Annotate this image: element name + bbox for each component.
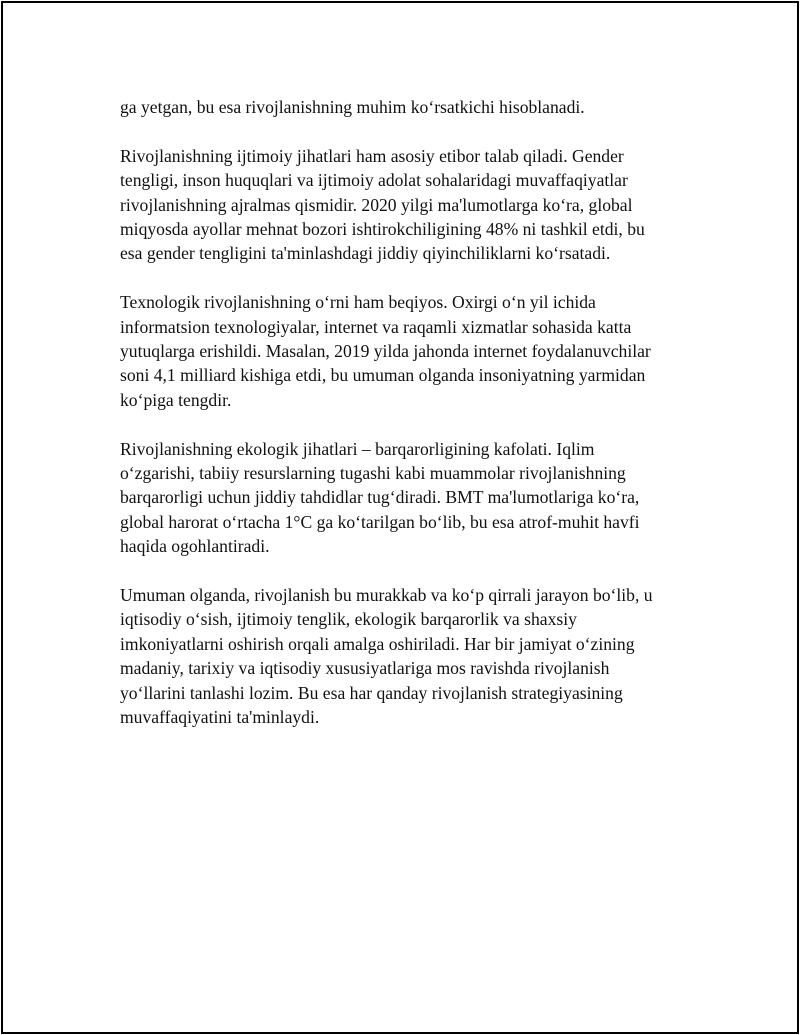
- text-line: imkoniyatlarni oshirish orqali amalga oshiriladi. Har bir jamiyat o‘zining: [120, 633, 635, 654]
- text-line: haqida ogohlantiradi.: [120, 536, 270, 557]
- paragraph-1: [120, 95, 682, 119]
- text-line: Texnologik rivojlanishning o‘rni ham beqiyos. Oxirgi o‘n yil ichida: [120, 292, 596, 313]
- paragraph-3: [120, 290, 682, 412]
- text-line: barqarorligi uchun jiddiy tahdidlar tug‘diradi. BMT ma'lumotlariga ko‘ra,: [120, 487, 640, 508]
- paragraph-5: [120, 583, 682, 729]
- text-line: miqyosda ayollar mehnat bozori ishtirokchiligining 48% ni tashkil etdi, bu: [120, 219, 645, 240]
- text-line: yo‘llarini tanlashi lozim. Bu esa har qanday rivojlanish strategiyasining: [120, 682, 623, 703]
- text-line: madaniy, tarixiy va iqtisodiy xususiyatlariga mos ravishda rivojlanish: [120, 658, 610, 679]
- text-line: soni 4,1 milliard kishiga etdi, bu umuman olganda insoniyatning yarmidan: [120, 365, 646, 386]
- text-line: Umuman olganda, rivojlanish bu murakkab va ko‘p qirrali jarayon bo‘lib, u: [120, 585, 653, 606]
- text-line: Rivojlanishning ijtimoiy jihatlari ham asosiy etibor talab qiladi. Gender: [120, 145, 624, 166]
- text-line: iqtisodiy o‘sish, ijtimoiy tenglik, ekologik barqarorlik va shaxsiy: [120, 609, 577, 630]
- text-line: tengligi, inson huquqlari va ijtimoiy adolat sohalaridagi muvaffaqiyatlar: [120, 170, 628, 191]
- text-line: muvaffaqiyatini ta'minlaydi.: [120, 707, 320, 728]
- paragraph-2: [120, 144, 682, 266]
- paragraph-4: [120, 437, 682, 559]
- document-page: [1, 1, 799, 1034]
- text-line: ko‘piga tengdir.: [120, 389, 232, 410]
- text-line: informatsion texnologiyalar, internet va raqamli xizmatlar sohasida katta: [120, 316, 632, 337]
- document-body: [120, 95, 682, 754]
- text-line: rivojlanishning ajralmas qismidir. 2020 yilgi ma'lumotlarga ko‘ra, global: [120, 194, 633, 215]
- text-line: yutuqlarga erishildi. Masalan, 2019 yilda jahonda internet foydalanuvchilar: [120, 341, 651, 362]
- text-line: esa gender tengligini ta'minlashdagi jiddiy qiyinchiliklarni ko‘rsatadi.: [120, 243, 611, 264]
- text-line: Rivojlanishning ekologik jihatlari – barqarorligining kafolati. Iqlim: [120, 438, 595, 459]
- text-line: ga yetgan, bu esa rivojlanishning muhim ko‘rsatkichi hisoblanadi.: [120, 97, 585, 117]
- text-line: o‘zgarishi, tabiiy resurslarning tugashi kabi muammolar rivojlanishning: [120, 463, 626, 484]
- text-line: global harorat o‘rtacha 1°C ga ko‘tarilgan bo‘lib, bu esa atrof-muhit havfi: [120, 511, 640, 532]
